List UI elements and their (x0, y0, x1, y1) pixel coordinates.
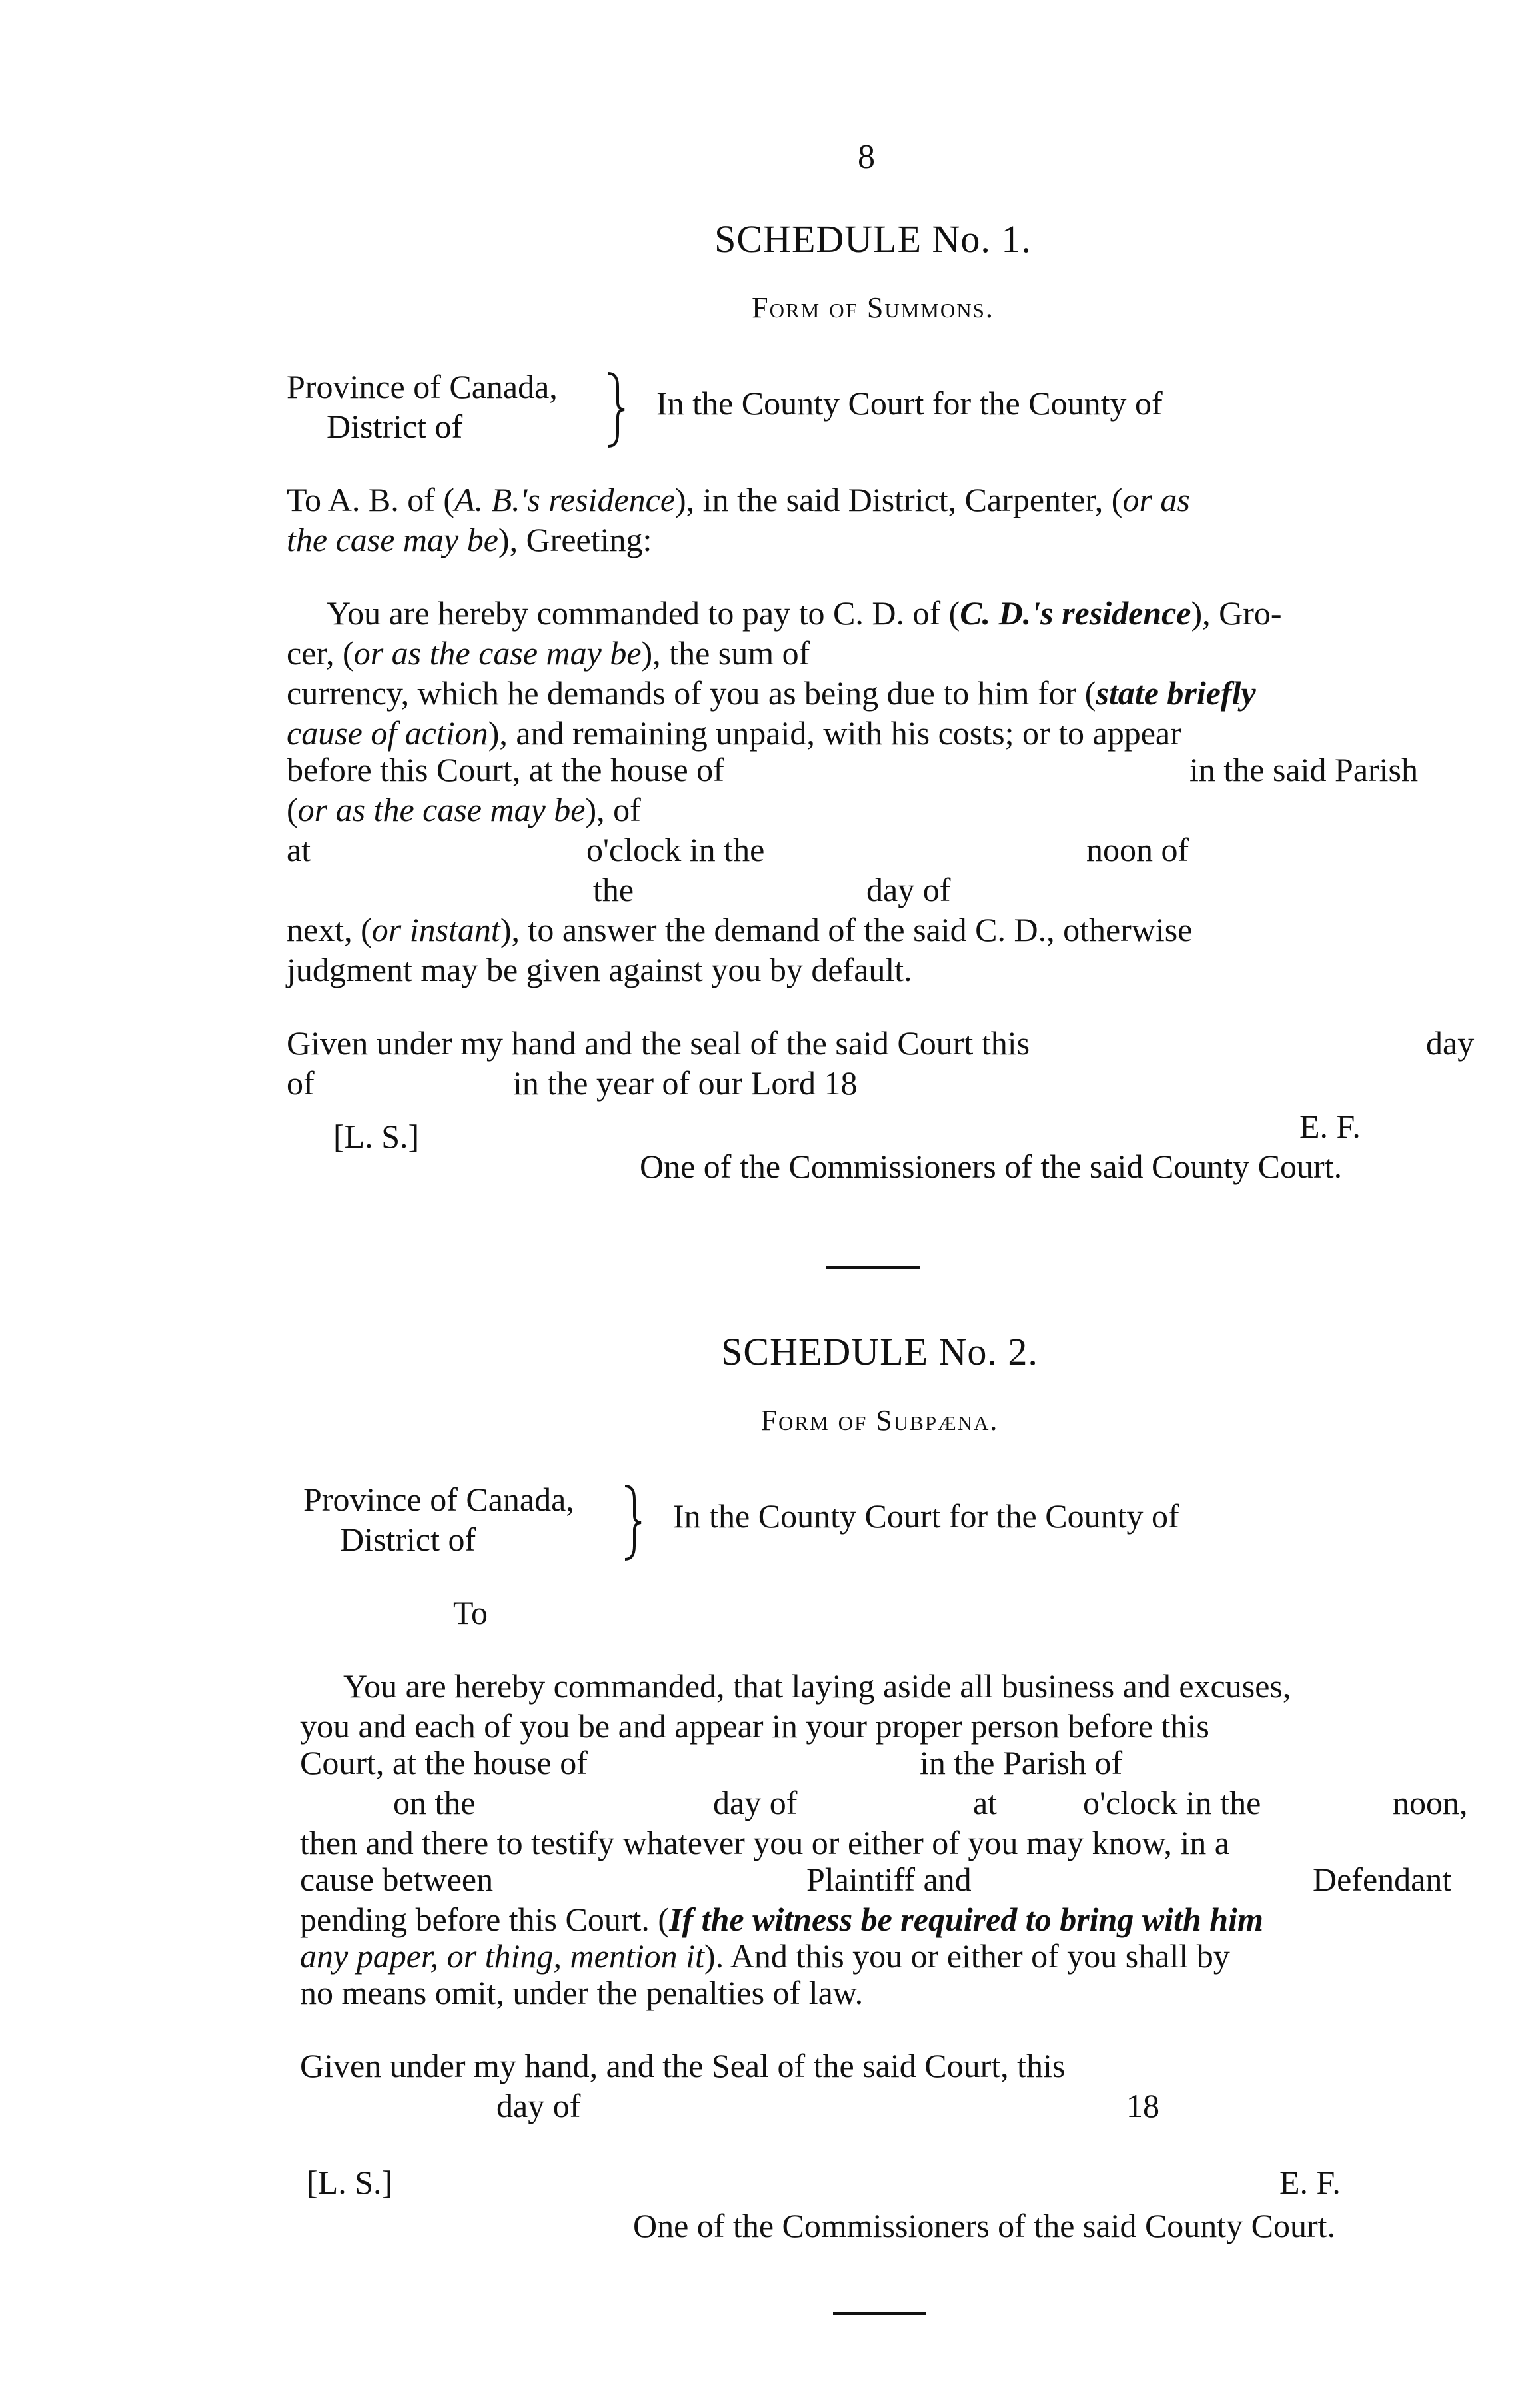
schedule-2-body-line-8 (300, 1939, 1230, 1973)
text-segment: next, ( (287, 911, 372, 948)
schedule-2-body-line-4a: on the (393, 1784, 476, 1821)
schedule-2-signer: E. F. (1279, 2164, 1341, 2201)
text-segment: ), the sum of (641, 634, 810, 672)
schedule-1-given-line-2a: of (287, 1064, 315, 1102)
schedule-1-body-line-9 (287, 913, 1192, 946)
schedule-2-form-title: Form of Subpæna. (760, 1404, 999, 1437)
schedule-2-body-line-2: you and each of you be and appear in your proper person before this (300, 1707, 1209, 1745)
schedule-1-form-title: Form of Summons. (752, 291, 994, 324)
schedule-2-body-line-1: You are hereby commanded, that laying aside all business and excuses, (343, 1667, 1291, 1705)
schedule-2-seal: [L. S.] (307, 2164, 393, 2201)
bottom-divider (833, 2312, 926, 2315)
text-segment: cer, ( (287, 634, 354, 672)
schedule-1-body-line-7c: noon of (1086, 831, 1189, 868)
schedule-1-given-line-1b: day (1426, 1024, 1475, 1062)
text-segment: or instant (371, 911, 500, 948)
text-segment: If the witness be required to bring with him (669, 1901, 1263, 1938)
schedule-1-body-line-5a: before this Court, at the house of (287, 751, 724, 788)
text-segment: ), in the said District, Carpenter, ( (675, 481, 1123, 518)
schedule-2-district: District of (340, 1521, 476, 1558)
schedule-2-body-line-6c: Defendant (1313, 1861, 1452, 1898)
schedule-1-signer: E. F. (1299, 1108, 1361, 1145)
schedule-2-body-line-3a: Court, at the house of (300, 1744, 588, 1781)
schedule-1-body-line-4 (287, 716, 1181, 750)
text-segment: You are hereby commanded to pay to C. D. of ( (327, 594, 960, 632)
schedule-2-body-line-5: then and there to testify whatever you or either of you may know, in a (300, 1824, 1229, 1861)
schedule-2-body-line-4d: o'clock in the (1083, 1784, 1261, 1821)
schedule-1-body-line-8b: day of (866, 871, 951, 908)
schedule-2-body-line-4e: noon, (1393, 1784, 1468, 1821)
schedule-2-body-line-7 (300, 1903, 1263, 1936)
section-divider (826, 1266, 920, 1269)
text-segment: the case may be (287, 521, 498, 558)
schedule-1-body-line-2 (287, 636, 810, 670)
schedule-2-signer-title: One of the Commissioners of the said County Court. (633, 2207, 1336, 2244)
schedule-2-given-line-2b: 18 (1126, 2087, 1159, 2124)
schedule-2-to: To (453, 1594, 488, 1631)
schedule-2-title: SCHEDULE No. 2. (721, 1330, 1038, 1373)
schedule-1-body-line-1 (327, 596, 1282, 630)
schedule-1-body-line-8a: the (593, 871, 634, 908)
schedule-1-address-line-2 (287, 523, 652, 556)
schedule-2-province: Province of Canada, (303, 1481, 574, 1518)
schedule-2-body-line-9: no means omit, under the penalties of law. (300, 1974, 864, 2011)
text-segment: To A. B. of ( (287, 481, 455, 518)
schedule-1-court: In the County Court for the County of (656, 385, 1163, 422)
text-segment: cause of action (287, 714, 488, 752)
text-segment: or as the case may be (297, 791, 586, 828)
schedule-2-brace (620, 1483, 646, 1562)
text-segment: ), and remaining unpaid, with his costs; or to appear (488, 714, 1181, 752)
text-segment: ), Gro- (1191, 594, 1282, 632)
schedule-1-seal: [L. S.] (333, 1118, 420, 1155)
text-segment: pending before this Court. ( (300, 1901, 670, 1938)
schedule-1-signer-title: One of the Commissioners of the said County Court. (640, 1148, 1343, 1185)
schedule-1-given-line-1a: Given under my hand and the seal of the said Court this (287, 1024, 1030, 1062)
text-segment: or as (1122, 481, 1190, 518)
text-segment: currency, which he demands of you as being due to him for ( (287, 674, 1096, 712)
text-segment: ), Greeting: (498, 521, 652, 558)
schedule-1-body-line-3 (287, 676, 1256, 710)
schedule-2-body-line-6b: Plaintiff and (806, 1861, 972, 1898)
schedule-1-district: District of (327, 408, 463, 445)
schedule-2-body-line-4c: at (973, 1784, 998, 1821)
text-segment: ), to answer the demand of the said C. D., otherwise (500, 911, 1193, 948)
schedule-2-given-line-1: Given under my hand, and the Seal of the said Court, this (300, 2047, 1066, 2084)
text-segment: C. D.'s residence (960, 594, 1191, 632)
schedule-1-province: Province of Canada, (287, 368, 558, 405)
text-segment: state briefly (1096, 674, 1256, 712)
schedule-1-body-line-5b: in the said Parish (1189, 751, 1419, 788)
page-number: 8 (858, 138, 875, 176)
schedule-1-body-line-6 (287, 793, 641, 826)
text-segment: ). And this you or either of you shall by (704, 1937, 1230, 1975)
schedule-1-address-line-1 (287, 483, 1190, 516)
text-segment: ), of (585, 791, 641, 828)
schedule-1-body-line-10: judgment may be given against you by default. (287, 951, 912, 988)
text-segment: A. B.'s residence (454, 481, 676, 518)
text-segment: any paper, or thing, mention it (300, 1937, 704, 1975)
schedule-2-given-line-2a: day of (496, 2087, 581, 2124)
schedule-1-brace (603, 371, 630, 449)
schedule-1-body-line-7a: at (287, 831, 311, 868)
schedule-1-title: SCHEDULE No. 1. (714, 217, 1032, 261)
schedule-2-body-line-3b: in the Parish of (920, 1744, 1123, 1781)
schedule-2-court: In the County Court for the County of (673, 1497, 1179, 1535)
schedule-1-body-line-7b: o'clock in the (586, 831, 765, 868)
schedule-1-given-line-2b: in the year of our Lord 18 (513, 1064, 858, 1102)
schedule-2-body-line-4b: day of (713, 1784, 798, 1821)
text-segment: ( (287, 791, 298, 828)
schedule-2-body-line-6a: cause between (300, 1861, 494, 1898)
text-segment: or as the case may be (353, 634, 642, 672)
